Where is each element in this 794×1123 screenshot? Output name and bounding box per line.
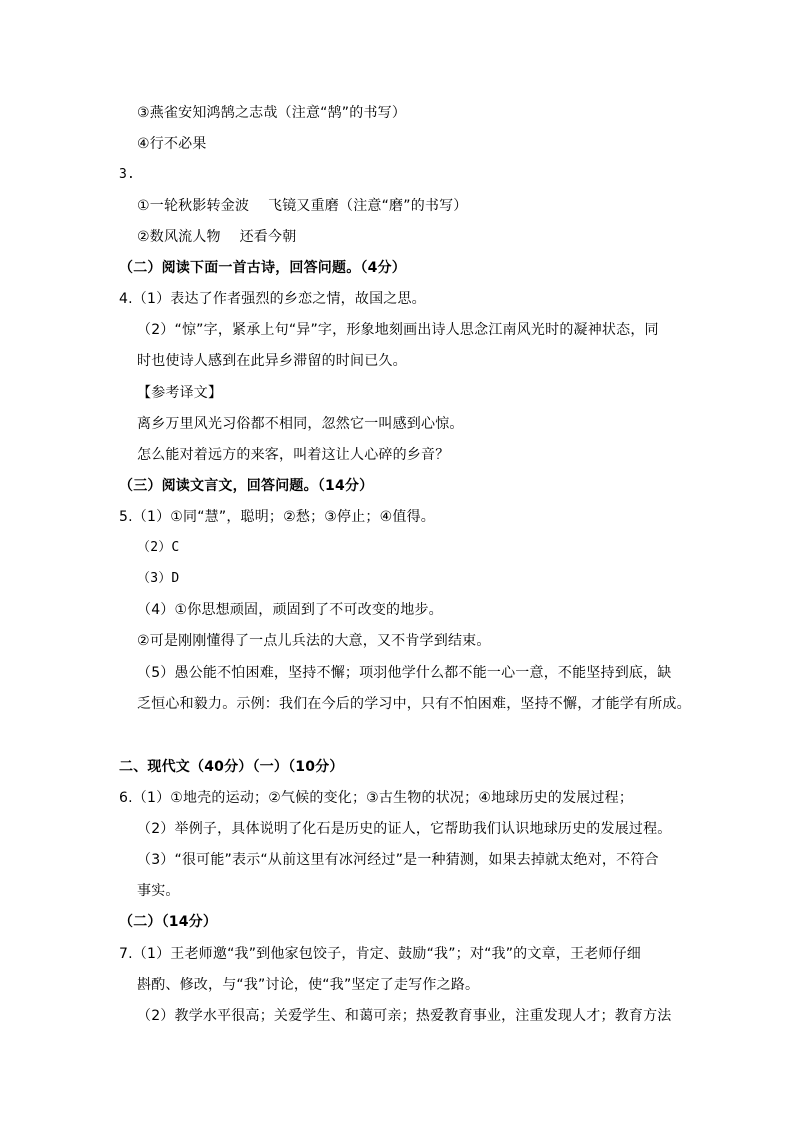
answer-5-part-5-cont: 乏恒心和毅力。示例：我们在今后的学习中，只有不怕困难，坚持不懈，才能学有所成。 [137,696,691,712]
answer-7-part-2: （2）教学水平很高；关爱学生、和蔼可亲；热爱教育事业，注重发现人才；教育方法 [137,1008,672,1024]
section-heading-classical: （三）阅读文言文，回答问题。（14分） [119,478,374,494]
answer-2-item-3: ③燕雀安知鸿鹄之志哉（注意“鹄”的书写） [137,105,407,121]
section-heading-modern-text: 二、现代文（40分）（一）（10分） [119,759,344,775]
answer-6-part-3: （3）“很可能”表示“从前这里有冰河经过”是一种猜测，如果去掉就太绝对，不符合 [137,852,659,868]
section-heading-part-2: （二）（14分） [119,914,218,930]
answer-4-part-2: （2）“惊”字，紧承上句“异”字，形象地刻画出诗人思念江南风光时的凝神状态，同 [137,322,659,338]
answer-6-part-3-cont: 事实。 [137,883,180,899]
section-heading-poem: （二）阅读下面一首古诗，回答问题。（4分） [119,260,406,276]
answer-5-part-1: 5.（1）①同“慧”，聪明；②愁；③停止；④值得。 [119,509,435,525]
answer-2-item-4: ④行不必果 [137,136,207,152]
answer-3-item-1: ①一轮秋影转金波 飞镜又重磨（注意“磨”的书写） [137,198,468,214]
question-3-number: 3. [119,167,136,182]
answer-3-item-2: ②数风流人物 还看今朝 [137,229,297,245]
answer-5-part-3: （3）D [137,571,180,586]
answer-5-part-4-cont: ②可是刚刚懂得了一点儿兵法的大意，又不肯学到结束。 [137,633,491,649]
reference-translation-heading: 【参考译文】 [137,385,223,401]
answer-7-part-1: 7.（1）王老师邀“我”到他家包饺子，肯定、鼓励“我”；对“我”的文章，王老师仔细 [119,946,641,962]
answer-4-part-2-cont: 时也使诗人感到在此异乡滞留的时间已久。 [137,353,407,369]
answer-7-part-1-cont: 斟酌、修改，与“我”讨论，使“我”坚定了走写作之路。 [137,977,480,993]
answer-5-part-2: （2）C [137,540,180,555]
answer-6-part-1: 6.（1）①地壳的运动；②气候的变化；③古生物的状况；④地球历史的发展过程； [119,790,634,806]
answer-6-part-2: （2）举例子，具体说明了化石是历史的证人，它帮助我们认识地球历史的发展过程。 [137,821,672,837]
translation-line-2: 怎么能对着远方的来客，叫着这让人心碎的乡音？ [137,447,450,463]
answer-5-part-5: （5）愚公能不怕困难，坚持不懈；项羽他学什么都不能一心一意，不能坚持到底，缺 [137,665,672,681]
answer-5-part-4: （4）①你思想顽固，顽固到了不可改变的地步。 [137,602,443,618]
answer-4-part-1: 4.（1）表达了作者强烈的乡恋之情，故国之思。 [119,291,426,307]
translation-line-1: 离乡万里风光习俗都不相同，忽然它一叫感到心惊。 [137,416,464,432]
